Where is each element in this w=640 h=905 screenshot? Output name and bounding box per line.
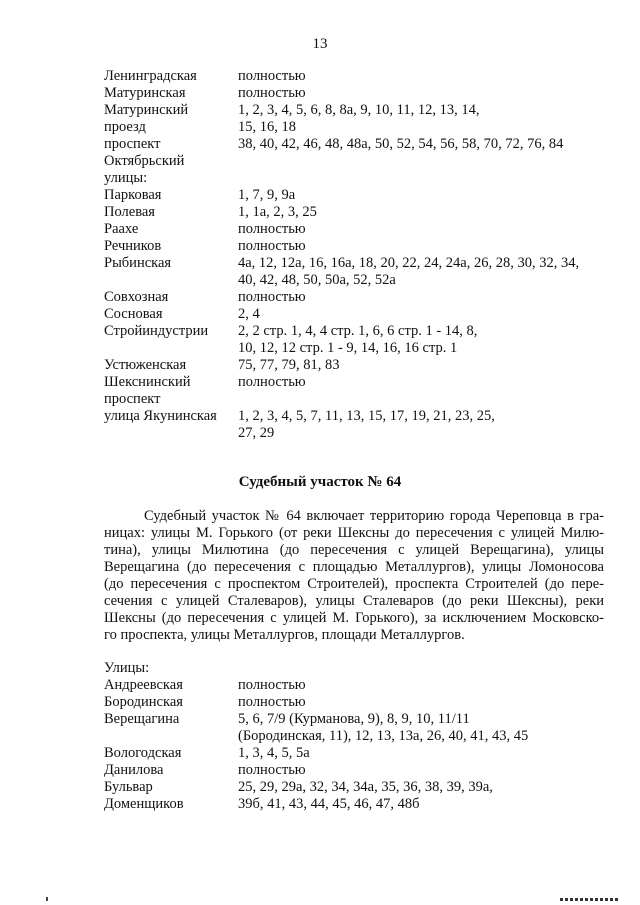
street-row bbox=[104, 711, 604, 745]
house-numbers bbox=[238, 85, 604, 102]
street-row bbox=[104, 357, 604, 374]
house-numbers-line: 4а, 12, 12а, 16, 16а, 18, 20, 22, 24, 24а, 26, 28, 30, 32, 34, bbox=[238, 255, 580, 271]
house-numbers-line bbox=[238, 170, 604, 187]
street-name: Верещагина bbox=[104, 711, 180, 727]
street-name: проспект bbox=[104, 136, 161, 152]
house-numbers-line: полностью bbox=[238, 68, 306, 84]
street-name: Совхозная bbox=[104, 289, 169, 305]
street-row bbox=[104, 374, 604, 391]
house-numbers-line: полностью bbox=[238, 677, 306, 693]
house-numbers bbox=[238, 323, 604, 357]
street-row bbox=[104, 289, 604, 306]
house-numbers-line: полностью bbox=[238, 221, 306, 237]
street-name: Бульвар bbox=[104, 779, 153, 795]
street-row bbox=[104, 136, 604, 153]
house-numbers-line: 2, 2 стр. 1, 4, 4 стр. 1, 6, 6 стр. 1 - 14, 8, bbox=[238, 323, 478, 339]
street-row bbox=[104, 238, 604, 255]
house-numbers-line: 38, 40, 42, 46, 48, 48а, 50, 52, 54, 56, 58, 70, 72, 76, 84 bbox=[238, 136, 564, 152]
house-numbers bbox=[238, 255, 604, 289]
street-row bbox=[104, 323, 604, 357]
street-row bbox=[104, 221, 604, 238]
street-name: Октябрьский bbox=[104, 153, 185, 169]
house-numbers bbox=[238, 779, 604, 796]
street-row bbox=[104, 68, 604, 85]
scan-mark bbox=[46, 897, 48, 901]
street-row bbox=[104, 204, 604, 221]
street-name: улица Якунинская bbox=[104, 408, 217, 424]
house-numbers bbox=[238, 796, 604, 813]
street-row bbox=[104, 170, 604, 187]
house-numbers bbox=[238, 391, 604, 408]
paragraph-line: (до пересечения с проспектом Строителей), проспекта Строителей (до пере- bbox=[104, 576, 604, 592]
house-numbers bbox=[238, 238, 604, 255]
paragraph-line: Верещагина (до пересечения с площадью Металлургов), улицы Ломоносова bbox=[104, 559, 604, 575]
house-numbers-line: 75, 77, 79, 81, 83 bbox=[238, 357, 340, 373]
street-name: Устюженская bbox=[104, 357, 187, 373]
house-numbers-line: полностью bbox=[238, 694, 306, 710]
house-numbers bbox=[238, 357, 604, 374]
house-numbers-line: 1, 1а, 2, 3, 25 bbox=[238, 204, 317, 220]
paragraph-line: Судебный участок № 64 включает территорию города Череповца в гра- bbox=[144, 508, 604, 524]
house-numbers bbox=[238, 289, 604, 306]
house-numbers bbox=[238, 102, 604, 119]
barcode-mark bbox=[560, 898, 620, 901]
house-numbers-line: 15, 16, 18 bbox=[238, 119, 296, 135]
street-name: улицы: bbox=[104, 170, 148, 186]
street-list-2 bbox=[104, 677, 604, 813]
street-name: Вологодская bbox=[104, 745, 182, 761]
street-list bbox=[104, 68, 604, 442]
house-numbers bbox=[238, 136, 604, 153]
house-numbers-line: полностью bbox=[238, 762, 306, 778]
house-numbers-line: 1, 2, 3, 4, 5, 7, 11, 13, 15, 17, 19, 21, 23, 25, bbox=[238, 408, 495, 424]
paragraph-line: го проспекта, улицы Металлургов, площади Металлургов. bbox=[104, 627, 465, 643]
house-numbers-line: полностью bbox=[238, 374, 306, 390]
house-numbers bbox=[238, 221, 604, 238]
street-name: проезд bbox=[104, 119, 146, 135]
house-numbers-line: 1, 3, 4, 5, 5а bbox=[238, 745, 310, 761]
house-numbers-line: 1, 7, 9, 9а bbox=[238, 187, 296, 203]
street-name: Ленинградская bbox=[104, 68, 197, 84]
house-numbers-line: 1, 2, 3, 4, 5, 6, 8, 8а, 9, 10, 11, 12, 13, 14, bbox=[238, 102, 480, 118]
street-row bbox=[104, 391, 604, 408]
house-numbers-line: 2, 4 bbox=[238, 306, 260, 322]
street-name: Раахе bbox=[104, 221, 139, 237]
street-row bbox=[104, 85, 604, 102]
house-numbers-line: полностью bbox=[238, 238, 306, 254]
section-title: Судебный участок № 64 bbox=[238, 474, 402, 490]
house-numbers bbox=[238, 170, 604, 187]
street-row bbox=[104, 677, 604, 694]
street-name: проспект bbox=[104, 391, 161, 407]
street-name: Речников bbox=[104, 238, 162, 254]
house-numbers-line: 39б, 41, 43, 44, 45, 46, 47, 48б bbox=[238, 796, 420, 812]
house-numbers bbox=[238, 677, 604, 694]
house-numbers-line: 40, 42, 48, 50, 50а, 52, 52а bbox=[238, 272, 396, 288]
street-name: Парковая bbox=[104, 187, 162, 203]
street-name: Матуринская bbox=[104, 85, 186, 101]
street-name: Сосновая bbox=[104, 306, 163, 322]
house-numbers bbox=[238, 762, 604, 779]
house-numbers-line: полностью bbox=[238, 289, 306, 305]
paragraph-line: сечения с улицей Сталеваров), улицы Сталеваров (до реки Шексны), реки bbox=[104, 593, 604, 609]
house-numbers bbox=[238, 306, 604, 323]
street-name: Бородинская bbox=[104, 694, 183, 710]
street-row bbox=[104, 306, 604, 323]
street-name: Полевая bbox=[104, 204, 155, 220]
house-numbers-line: 25, 29, 29а, 32, 34, 34а, 35, 36, 38, 39, 39а, bbox=[238, 779, 493, 795]
street-row bbox=[104, 102, 604, 119]
street-name: Стройиндустрии bbox=[104, 323, 209, 339]
house-numbers-line: 27, 29 bbox=[238, 425, 275, 441]
house-numbers bbox=[238, 694, 604, 711]
house-numbers-line bbox=[238, 153, 604, 170]
house-numbers-line: полностью bbox=[238, 85, 306, 101]
street-row bbox=[104, 762, 604, 779]
street-row bbox=[104, 153, 604, 170]
page-number: 13 bbox=[312, 36, 328, 52]
street-name: Матуринский bbox=[104, 102, 189, 118]
boundary-description bbox=[104, 508, 604, 644]
house-numbers bbox=[238, 204, 604, 221]
house-numbers bbox=[238, 408, 604, 442]
house-numbers bbox=[238, 68, 604, 85]
house-numbers-line: 10, 12, 12 стр. 1 - 9, 14, 16, 16 стр. 1 bbox=[238, 340, 458, 356]
house-numbers bbox=[238, 187, 604, 204]
street-row bbox=[104, 745, 604, 762]
street-name: Данилова bbox=[104, 762, 164, 778]
house-numbers bbox=[238, 119, 604, 136]
house-numbers-line bbox=[238, 391, 604, 408]
paragraph-line: тина), улицы Милютина (до пересечения с улицей Верещагина), улицы bbox=[104, 542, 604, 558]
house-numbers-line: 5, 6, 7/9 (Курманова, 9), 8, 9, 10, 11/11 bbox=[238, 711, 470, 727]
street-row bbox=[104, 119, 604, 136]
street-name: Доменщиков bbox=[104, 796, 184, 812]
street-row bbox=[104, 187, 604, 204]
house-numbers bbox=[238, 711, 604, 745]
house-numbers bbox=[238, 153, 604, 170]
house-numbers bbox=[238, 374, 604, 391]
paragraph-line: Шексны (до пересечения с улицей М. Горького), за исключением Московско- bbox=[104, 610, 604, 626]
streets-header: Улицы: bbox=[104, 660, 150, 676]
street-name: Андреевская bbox=[104, 677, 183, 693]
street-row bbox=[104, 408, 604, 442]
street-row bbox=[104, 694, 604, 711]
street-name: Шекснинский bbox=[104, 374, 191, 390]
street-row bbox=[104, 796, 604, 813]
street-name: Рыбинская bbox=[104, 255, 172, 271]
street-row bbox=[104, 779, 604, 796]
street-row bbox=[104, 255, 604, 289]
house-numbers-line: (Бородинская, 11), 12, 13, 13а, 26, 40, 41, 43, 45 bbox=[238, 728, 529, 744]
paragraph-line: ницах: улицы М. Горького (от реки Шексны до пересечения с улицей Милю- bbox=[104, 525, 604, 541]
house-numbers bbox=[238, 745, 604, 762]
